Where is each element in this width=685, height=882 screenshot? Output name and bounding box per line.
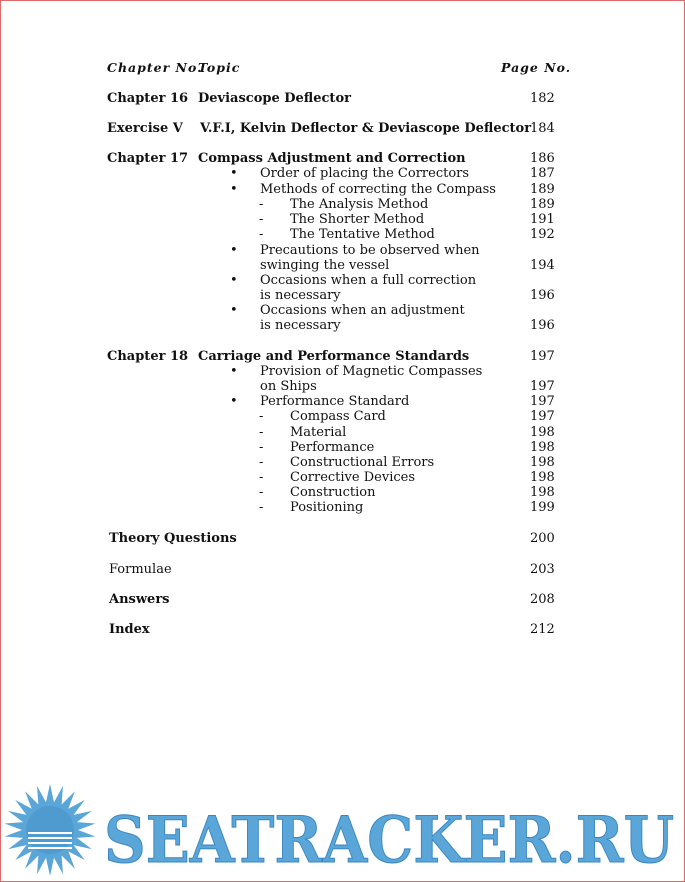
- toc-row: [0, 500, 685, 516]
- page-number: 197: [530, 349, 555, 364]
- toc-row: [0, 379, 685, 395]
- section-title: Index: [109, 622, 150, 637]
- toc-row: [0, 212, 685, 228]
- subtopic-item: Material: [290, 425, 347, 440]
- chapter-label: Chapter 16: [107, 91, 189, 106]
- topic-item: is necessary: [260, 318, 341, 333]
- exercise-label: Exercise V: [107, 121, 183, 136]
- toc-row: [0, 182, 685, 198]
- subtopic-item: Performance: [290, 440, 375, 455]
- topic-item: Order of placing the Correctors: [260, 166, 470, 181]
- chapter-label: Chapter 18: [107, 349, 189, 364]
- topic-item: swinging the vessel: [260, 258, 390, 273]
- topic-item: Performance Standard: [260, 394, 410, 409]
- page-number: 184: [530, 121, 555, 136]
- topic-item: Precautions to be observed when: [260, 243, 480, 258]
- toc-row: [0, 425, 685, 441]
- toc-row: [0, 151, 685, 167]
- subtopic-item: Construction: [290, 485, 376, 500]
- toc-row: [0, 273, 685, 289]
- section-title: Formulae: [109, 562, 172, 577]
- toc-row: [0, 91, 685, 107]
- page-number: 198: [530, 455, 555, 470]
- page-number: 192: [530, 227, 555, 242]
- sun-icon: [5, 784, 96, 875]
- bullet-icon: •: [230, 182, 238, 197]
- toc-row: [0, 364, 685, 380]
- subtopic-item: Positioning: [290, 500, 364, 515]
- section-title: Theory Questions: [109, 531, 237, 546]
- subtopic-item: Constructional Errors: [290, 455, 435, 470]
- topic-item: Occasions when an adjustment: [260, 303, 465, 318]
- watermark-graphic: [0, 775, 685, 875]
- sun-disc: [26, 806, 74, 854]
- page-number: 186: [530, 151, 555, 166]
- bullet-icon: •: [230, 364, 238, 379]
- bullet-icon: •: [230, 273, 238, 288]
- page-number: 194: [530, 258, 555, 273]
- subtopic-item: Corrective Devices: [290, 470, 415, 485]
- page-number: 197: [530, 394, 555, 409]
- dash-icon: -: [259, 409, 264, 424]
- toc-row: [0, 349, 685, 365]
- toc-row: [0, 303, 685, 319]
- sun-wave-line: [28, 847, 72, 849]
- dash-icon: -: [259, 440, 264, 455]
- toc-row: [0, 288, 685, 304]
- page-number: 189: [530, 182, 555, 197]
- sun-wave-line: [28, 837, 72, 839]
- dash-icon: -: [259, 212, 264, 227]
- bullet-icon: •: [230, 394, 238, 409]
- header-chapter-no: Chapter No.: [107, 60, 203, 75]
- chapter-title: Carriage and Performance Standards: [198, 349, 470, 364]
- toc-row: [0, 197, 685, 213]
- header-page-no: Page No.: [501, 60, 572, 75]
- chapter-title: Compass Adjustment and Correction: [198, 151, 466, 166]
- bullet-icon: •: [230, 303, 238, 318]
- topic-item: Provision of Magnetic Compasses: [260, 364, 483, 379]
- topic-item: Methods of correcting the Compass: [260, 182, 496, 197]
- toc-row: [0, 455, 685, 471]
- bullet-icon: •: [230, 243, 238, 258]
- toc-row: [0, 531, 685, 547]
- toc-row: [0, 121, 685, 137]
- toc-row: [0, 562, 685, 578]
- page-number: 189: [530, 197, 555, 212]
- toc-row: [0, 622, 685, 638]
- chapter-label: Chapter 17: [107, 151, 189, 166]
- page-number: 198: [530, 470, 555, 485]
- toc-row: [0, 394, 685, 410]
- page-number: 198: [530, 425, 555, 440]
- topic-item: is necessary: [260, 288, 341, 303]
- chapter-title: Deviascope Deflector: [198, 91, 351, 106]
- dash-icon: -: [259, 485, 264, 500]
- subtopic-item: Compass Card: [290, 409, 386, 424]
- page-number: 199: [530, 500, 555, 515]
- dash-icon: -: [259, 425, 264, 440]
- watermark: [0, 775, 685, 875]
- subtopic-item: The Shorter Method: [290, 212, 425, 227]
- dash-icon: -: [259, 470, 264, 485]
- toc-row: [0, 592, 685, 608]
- toc-row: [0, 258, 685, 274]
- dash-icon: -: [259, 227, 264, 242]
- toc-row: [0, 227, 685, 243]
- dash-icon: -: [259, 197, 264, 212]
- toc-row: [0, 485, 685, 501]
- header-topic: Topic: [198, 60, 241, 75]
- toc-row: [0, 318, 685, 334]
- toc-row: [0, 440, 685, 456]
- page-number: 196: [530, 288, 555, 303]
- page-number: 200: [530, 531, 555, 546]
- page-number: 191: [530, 212, 555, 227]
- page-number: 208: [530, 592, 555, 607]
- page-number: 203: [530, 562, 555, 577]
- page-number: 187: [530, 166, 555, 181]
- page-number: 197: [530, 409, 555, 424]
- watermark-text: SEATRACKER.RU: [104, 803, 674, 875]
- toc-row: [0, 409, 685, 425]
- toc-row: [0, 470, 685, 486]
- subtopic-item: The Analysis Method: [290, 197, 429, 212]
- toc-row: [0, 166, 685, 182]
- topic-item: on Ships: [260, 379, 317, 394]
- page-number: 196: [530, 318, 555, 333]
- dash-icon: -: [259, 500, 264, 515]
- dash-icon: -: [259, 455, 264, 470]
- page-number: 212: [530, 622, 555, 637]
- page-number: 198: [530, 485, 555, 500]
- page-number: 182: [530, 91, 555, 106]
- toc-row: [0, 243, 685, 259]
- bullet-icon: •: [230, 166, 238, 181]
- exercise-title: V.F.I, Kelvin Deflector & Deviascope Deflector: [200, 121, 532, 136]
- topic-item: Occasions when a full correction: [260, 273, 477, 288]
- subtopic-item: The Tentative Method: [290, 227, 435, 242]
- page-number: 197: [530, 379, 555, 394]
- section-title: Answers: [109, 592, 170, 607]
- sun-wave-line: [28, 832, 72, 834]
- page-number: 198: [530, 440, 555, 455]
- sun-wave-line: [28, 842, 72, 844]
